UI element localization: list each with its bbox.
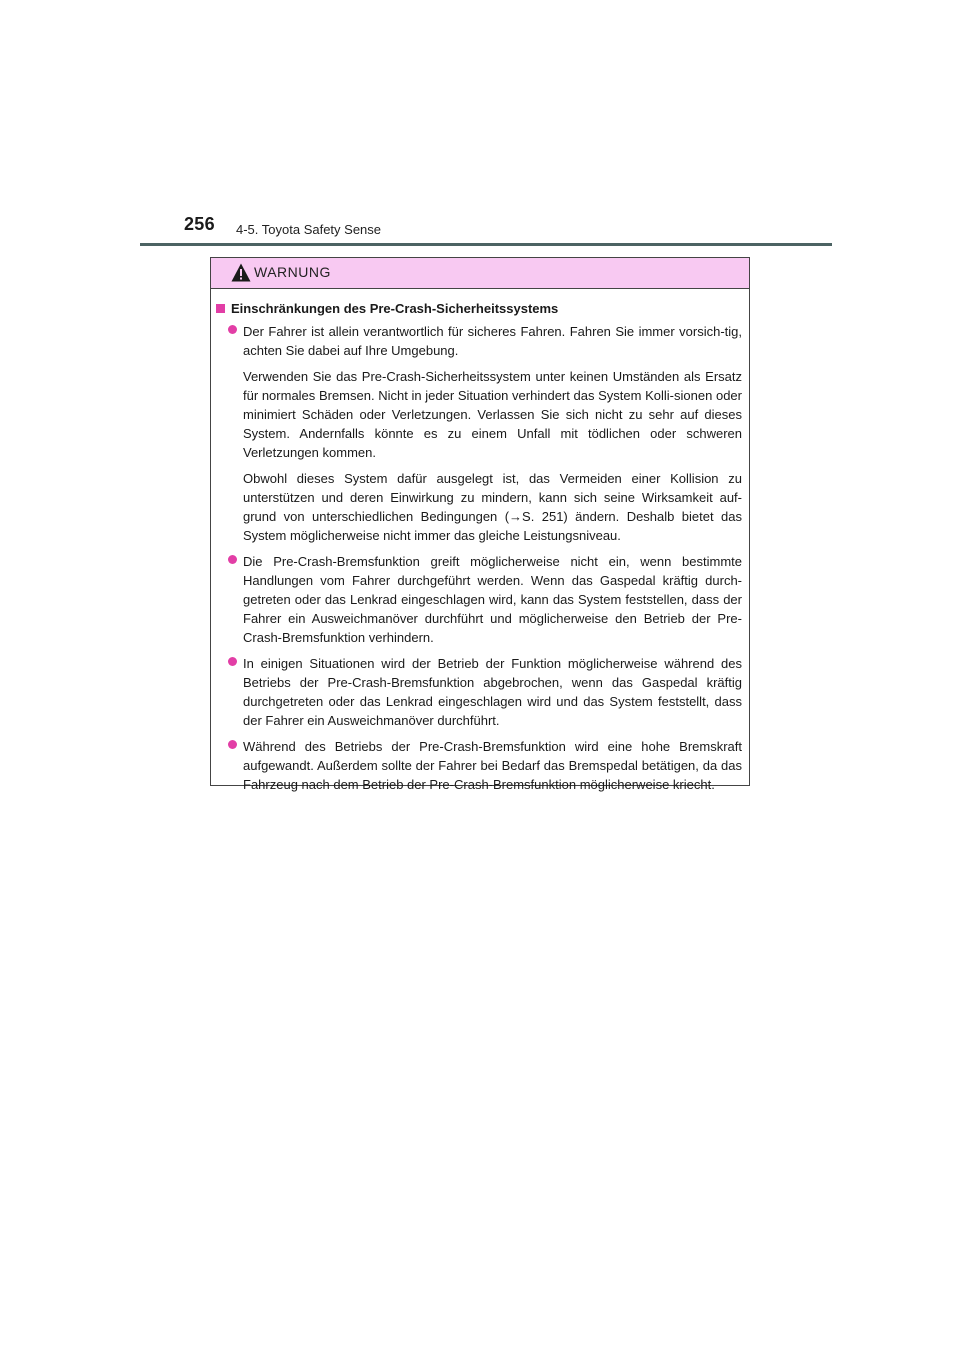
warning-box xyxy=(210,257,750,792)
section-heading-text: Einschränkungen des Pre-Crash-Sicherheitssystems xyxy=(231,301,559,316)
section-heading xyxy=(216,301,742,316)
round-bullet-icon xyxy=(228,325,237,334)
bullet-item xyxy=(216,552,742,647)
bullet-item xyxy=(216,737,742,794)
round-bullet-icon xyxy=(228,657,237,666)
warning-label: WARNUNG xyxy=(254,264,331,280)
warning-triangle-icon xyxy=(231,263,251,282)
paragraph: Obwohl dieses System dafür ausgelegt ist, das Vermeiden einer Kollision zu unterstützen und deren Einwirkung zu mindern, kann sich seine Wirksamkeit auf-grund von unterschiedlichen Bedingungen (→S. 251) ändern. Deshalb bietet das System möglicherweise nicht immer das gleiche Leistungsniveau. xyxy=(243,471,742,543)
bullet-item xyxy=(216,654,742,730)
paragraph: In einigen Situationen wird der Betrieb der Funktion möglicherweise während des Betriebs der Pre-Crash-Bremsfunktion abgebrochen, wenn das Gaspedal kräftig durchgetreten oder das Lenkrad eingeschlagen wird und das System feststellt, dass der Fahrer ein Ausweichmanöver durchführt. xyxy=(243,656,742,728)
round-bullet-icon xyxy=(228,740,237,749)
paragraph: Während des Betriebs der Pre-Crash-Bremsfunktion wird eine hohe Bremskraft aufgewandt. Außerdem sollte der Fahrer bei Bedarf das Bremspedal betätigen, da das Fahrzeug nach dem Betrieb der Pre-Crash-Bremsfunktion möglicherweise kriecht. xyxy=(243,739,742,792)
bullet-item xyxy=(216,322,742,545)
warning-body xyxy=(211,289,749,794)
paragraph: Der Fahrer ist allein verantwortlich für sicheres Fahren. Fahren Sie immer vorsich-tig, achten Sie dabei auf Ihre Umgebung. xyxy=(243,324,742,358)
header-rule xyxy=(140,243,832,246)
square-bullet-icon xyxy=(216,304,225,313)
page-number: 256 xyxy=(184,214,215,234)
paragraph: Die Pre-Crash-Bremsfunktion greift möglicherweise nicht ein, wenn bestimmte Handlungen vom Fahrer durchgeführt werden. Wenn das Gaspedal kräftig durch-getreten oder das Lenkrad eingeschlagen wird, kann das System feststellen, dass der Fahrer ein Ausweichmanöver durchführt und möglicherweise den Betrieb der Pre-Crash-Bremsfunktion verhindern. xyxy=(243,554,742,645)
round-bullet-icon xyxy=(228,555,237,564)
warning-header xyxy=(211,258,749,289)
section-title: 4-5. Toyota Safety Sense xyxy=(236,222,382,237)
paragraph: Verwenden Sie das Pre-Crash-Sicherheitssystem unter keinen Umständen als Ersatz für normales Bremsen. Nicht in jeder Situation verhindert das System Kolli-sionen oder minimiert Schäden oder Verletzungen. Verlassen Sie sich nicht zu sehr auf dieses System. Andernfalls könnte es zu einem Unfall mit tödlichen oder schweren Verletzungen kommen. xyxy=(243,369,742,460)
